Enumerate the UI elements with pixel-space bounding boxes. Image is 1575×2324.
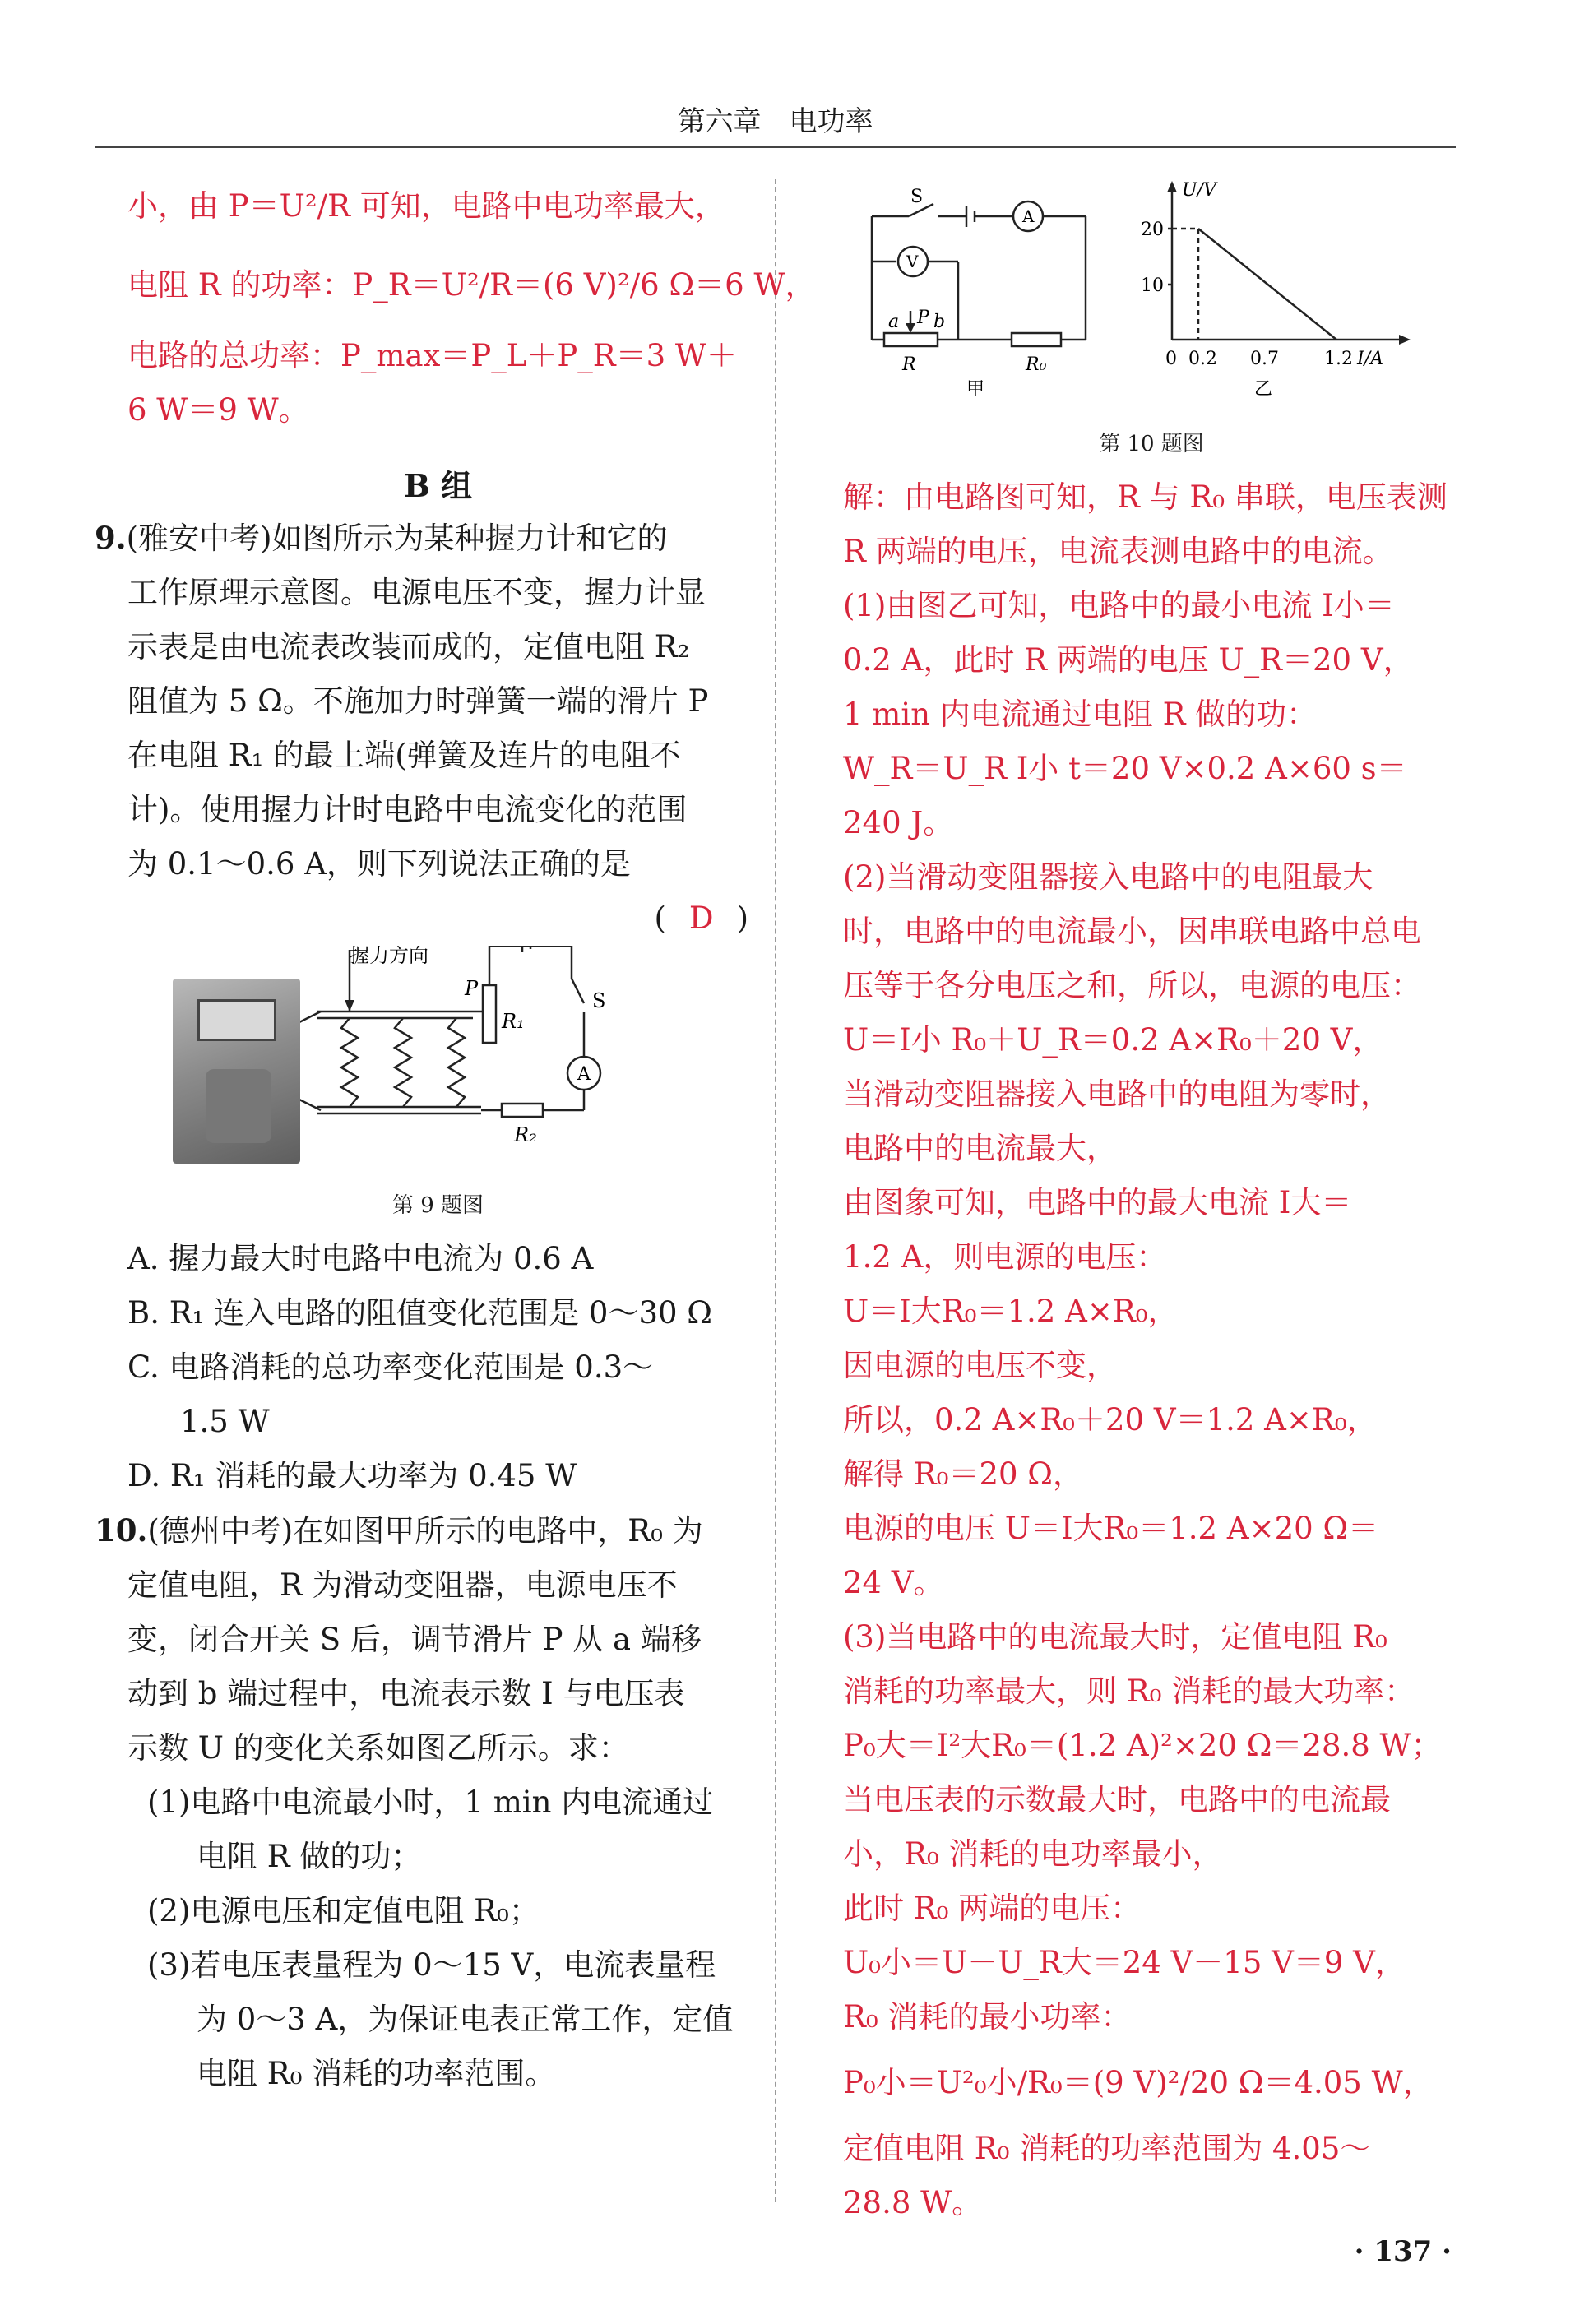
sub-question: (2)电源电压和定值电阻 R₀； (147, 1893, 540, 1928)
graph-sublabel: 乙 (1254, 379, 1273, 400)
switch-label: S (910, 187, 924, 207)
solution-line: U＝I小 R₀＋U_R＝0.2 A×R₀＋20 V， (843, 1022, 1383, 1058)
answer-bracket (127, 891, 748, 946)
question-text: 示数 U 的变化关系如图乙所示。求： (127, 1730, 629, 1766)
x-axis-label: I/A (1357, 349, 1383, 369)
question-text: 动到 b 端过程中，电流表示数 I 与电压表 (127, 1676, 685, 1711)
figure-9 (127, 946, 748, 1184)
options-list (127, 1232, 748, 1503)
figure-caption: 第 9 题图 (391, 1193, 484, 1218)
switch-label: S (592, 989, 606, 1012)
solution-line: 240 J。 (843, 805, 954, 840)
y-tick: 20 (1141, 220, 1164, 240)
question-10 (95, 1503, 748, 1775)
question-text: 计)。使用握力计时电路中电流变化的范围 (127, 792, 688, 827)
x-tick: 0.2 (1188, 349, 1217, 369)
question-text: 定值电阻，R 为滑动变阻器，电源电压不 (127, 1567, 678, 1603)
solution-line: 6 W＝9 W。 (127, 392, 309, 428)
solution-line: 28.8 W。 (843, 2185, 983, 2220)
chapter-header (95, 97, 1456, 148)
y-axis-label: U/V (1182, 180, 1216, 201)
solution-line: (3)当电路中的电流最大时，定值电阻 R₀ (843, 1619, 1387, 1655)
sub-question: 电阻 R₀ 消耗的功率范围。 (197, 2056, 556, 2091)
question-text: 工作原理示意图。电源电压不变，握力计显 (127, 575, 706, 610)
option-d: D. R₁ 消耗的最大功率为 0.45 W (127, 1458, 577, 1493)
x-tick: 1.2 (1324, 349, 1353, 369)
question-text: (雅安中考)如图所示为某种握力计和它的 (126, 521, 668, 556)
solution-line: U₀小＝U－U_R大＝24 V－15 V＝9 V， (843, 1945, 1406, 1980)
r1-label: R₁ (502, 1010, 525, 1033)
question-text: 示表是由电流表改装而成的，定值电阻 R₂ (127, 629, 690, 664)
solution-line: 小，R₀ 消耗的电功率最小， (843, 1836, 1223, 1872)
page-number: · 137 · (1354, 2235, 1452, 2268)
solution-line: 解：由电路图可知，R 与 R₀ 串联，电压表测 (843, 479, 1448, 515)
figure-caption: 第 10 题图 (1099, 432, 1204, 456)
solution-line: (1)由图乙可知，电路中的最小电流 I小＝ (843, 588, 1395, 623)
bracket-close: ) (736, 900, 748, 936)
solution-line: 电源的电压 U＝I大R₀＝1.2 A×20 Ω＝ (843, 1511, 1379, 1546)
solution-line: 24 V。 (843, 1565, 944, 1600)
figure-10-circuit (851, 179, 1123, 410)
right-column (843, 179, 1460, 2230)
column-divider (775, 179, 776, 2202)
ammeter-label: A (1022, 206, 1035, 226)
solution-line: 当电压表的示数最大时，电路中的电流最 (843, 1782, 1391, 1817)
sub-question: 电阻 R 做的功； (197, 1839, 422, 1874)
sub-question: (1)电路中电流最小时，1 min 内电流通过 (147, 1785, 714, 1820)
grip-handle (206, 1069, 271, 1143)
solution-10 (843, 470, 1460, 2230)
y-tick: 10 (1141, 275, 1164, 296)
chapter-title: 第六章 电功率 (677, 105, 873, 138)
solution-line: 1.2 A，则电源的电压： (843, 1239, 1167, 1275)
grip-direction-label: 握力方向 (350, 946, 428, 967)
x-tick: 0.7 (1250, 349, 1279, 369)
solution-line: R 两端的电压，电流表测电路中的电流。 (843, 534, 1393, 569)
slider-label: P (465, 977, 479, 1000)
solution-line: P₀小＝U²₀小/R₀＝(9 V)²/20 Ω＝4.05 W， (843, 2065, 1434, 2100)
solution-line: 解得 R₀＝20 Ω， (843, 1456, 1083, 1492)
figure-10-graph (1123, 179, 1452, 410)
question-text: 在电阻 R₁ 的最上端(弹簧及连片的电阻不 (127, 738, 681, 773)
previous-solution-continuation (127, 179, 816, 437)
solution-line: 1 min 内电流通过电阻 R 做的功： (843, 697, 1318, 732)
group-title: B 组 (403, 467, 473, 504)
question-number: 10. (95, 1512, 148, 1549)
question-text: 为 0.1～0.6 A，则下列说法正确的是 (127, 846, 631, 882)
solution-line: U＝I大R₀＝1.2 A×R₀， (843, 1294, 1179, 1329)
solution-line: 0.2 A，此时 R 两端的电压 U_R＝20 V， (843, 642, 1414, 678)
question-9 (95, 511, 748, 891)
r0-label: R₀ (1026, 354, 1047, 375)
solution-line: 压等于各分电压之和，所以，电源的电压： (843, 968, 1421, 1003)
question-number: 9. (95, 520, 127, 556)
left-column (95, 179, 816, 2101)
display-screen (197, 999, 276, 1041)
r-label: R (902, 354, 916, 375)
option-c: C. 电路消耗的总功率变化范围是 0.3～ (127, 1349, 654, 1385)
slider-label: P (917, 308, 929, 328)
grip-meter-photo (173, 979, 300, 1164)
question-text: (德州中考)在如图甲所示的电路中，R₀ 为 (147, 1513, 703, 1549)
option-a: A. 握力最大时电路中电流为 0.6 A (127, 1241, 594, 1276)
solution-line: 电路的总功率：P_max＝P_L＋P_R＝3 W＋ (127, 338, 737, 373)
solution-line: 此时 R₀ 两端的电压： (843, 1891, 1142, 1926)
answer-choice: D (688, 900, 714, 936)
solution-line: (2)当滑动变阻器接入电路中的电阻最大 (843, 859, 1373, 895)
x-tick: 0 (1165, 349, 1177, 369)
u-i-line (1198, 229, 1336, 340)
solution-line: P₀大＝I²大R₀＝(1.2 A)²×20 Ω＝28.8 W； (843, 1728, 1442, 1763)
bracket-open: ( (654, 900, 666, 936)
solution-line: 电阻 R 的功率：P_R＝U²/R＝(6 V)²/6 Ω＝6 W， (127, 267, 816, 303)
r2-label: R₂ (514, 1123, 537, 1146)
solution-line: 电路中的电流最大， (843, 1131, 1117, 1166)
ammeter-label: A (577, 1064, 591, 1085)
solution-line: 消耗的功率最大，则 R₀ 消耗的最大功率： (843, 1674, 1415, 1709)
question-text: 变，闭合开关 S 后，调节滑片 P 从 a 端移 (127, 1622, 702, 1657)
solution-line: 时，电路中的电流最小，因串联电路中总电 (843, 914, 1421, 949)
solution-line: 因电源的电压不变， (843, 1348, 1117, 1383)
question-text: 阻值为 5 Ω。不施加力时弹簧一端的滑片 P (127, 683, 709, 719)
option-b: B. R₁ 连入电路的阻值变化范围是 0～30 Ω (127, 1295, 712, 1331)
solution-line: 所以，0.2 A×R₀＋20 V＝1.2 A×R₀， (843, 1402, 1378, 1437)
solution-line: 当滑动变阻器接入电路中的电阻为零时， (843, 1076, 1391, 1112)
solution-line: R₀ 消耗的最小功率： (843, 1999, 1132, 2035)
terminal-a-label: a (888, 312, 900, 332)
solution-line: 定值电阻 R₀ 消耗的功率范围为 4.05～ (843, 2131, 1371, 2166)
solution-line: 由图象可知，电路中的最大电流 I大＝ (843, 1185, 1352, 1220)
solution-line: W_R＝U_R I小 t＝20 V×0.2 A×60 s＝ (843, 751, 1407, 786)
terminal-b-label: b (933, 312, 946, 332)
option-c-cont: 1.5 W (180, 1404, 270, 1439)
circuit-sublabel: 甲 (966, 379, 985, 400)
sub-question: (3)若电压表量程为 0～15 V，电流表量程 (147, 1947, 716, 1983)
sub-question: 为 0～3 A，为保证电表正常工作，定值 (197, 2002, 734, 2037)
solution-line: 小，由 P＝U²/R 可知，电路中电功率最大， (127, 188, 725, 224)
voltmeter-label: V (906, 252, 919, 271)
figure-10 (843, 179, 1460, 434)
